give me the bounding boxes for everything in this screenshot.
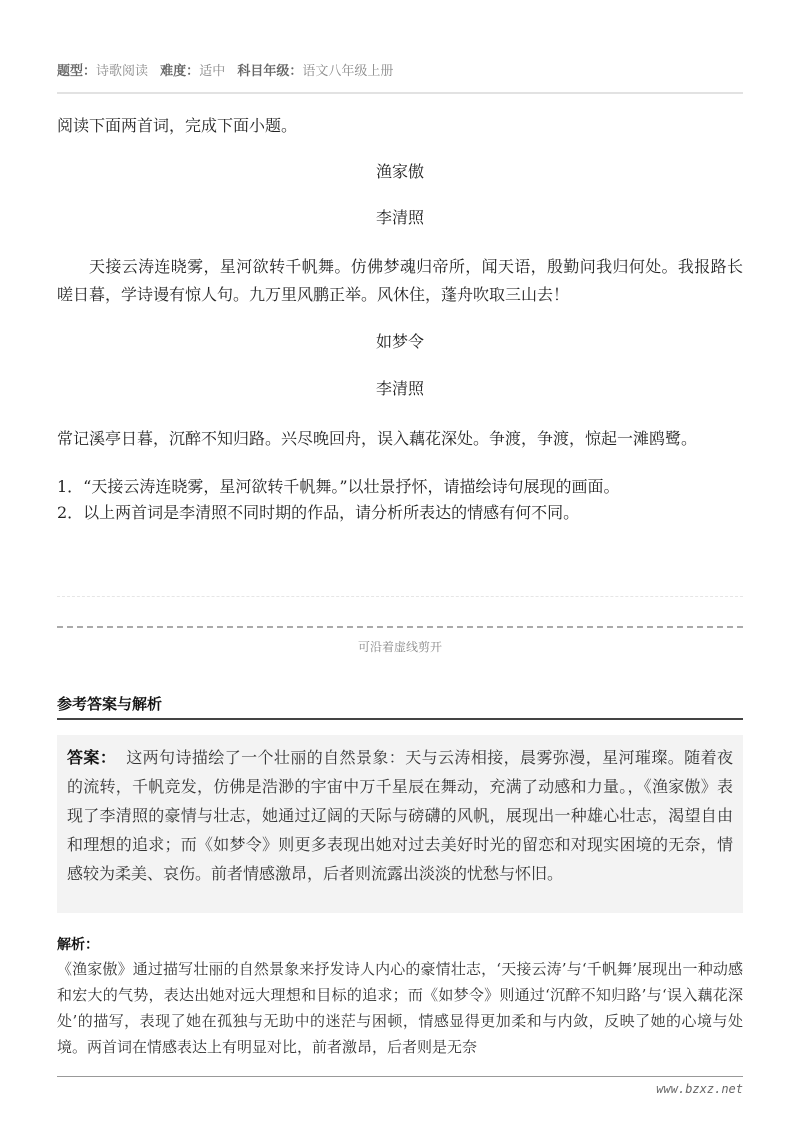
question-meta-bar [57,60,401,79]
analysis-label: 解析： [57,937,99,953]
poem-2-author: 李清照 [375,379,424,398]
footer-divider [57,1076,743,1077]
answer-section-divider [57,718,743,720]
answer-content [67,743,733,888]
subject-value: 语文八年级上册 [302,64,394,79]
answer-label: 答案： [67,748,117,767]
poem-1-author: 李清照 [375,208,424,227]
poem-1-text: 天接云涛连晓雾，星河欲转千帆舞。仿佛梦魂归帝所，闻天语，殷勤问我归何处。我报路长嗟日暮，学诗谩有惊人句。九万里风鹏正举。风休住，蓬舟吹取三山去！ [57,257,743,304]
type-value: 诗歌阅读 [96,64,149,79]
poem-1-title: 渔家傲 [375,162,424,181]
poem-2-title: 如梦令 [375,332,424,351]
analysis-text: 《渔家傲》通过描写壮丽的自然景象来抒发诗人内心的豪情壮志，‘天接云涛’与‘千帆舞’展现出一种动感和宏大的气势，表达出她对远大理想和目标的追求；而《如梦令》则通过‘沉醉不知归路’与‘误入藕花深处’的描写，表现了她在孤独与无助中的迷茫与困顿，情感显得更加柔和与内敛，反映了她的心境与处境。两首词在情感表达上有明显对比，前者激昂，后者则是无奈 [57,960,743,1056]
answer-text: 这两句诗描绘了一个壮丽的自然景象：天与云涛相接，晨雾弥漫，星河璀璨。随着夜的流转，千帆竞发，仿佛是浩渺的宇宙中万千星辰在舞动，充满了动感和力量。，《渔家傲》表现了李清照的豪情与壮志，她通过辽阔的天际与磅礴的风帆，展现出一种雄心壮志，渴望自由和理想的追求；而《如梦令》则更多表现出她对过去美好时光的留恋和对现实困境的无奈，情感较为柔美、哀伤。前者情感激昂，后者则流露出淡淡的忧愁与怀旧。 [67,748,733,883]
question-1: 1．“天接云涛连晓雾，星河欲转千帆舞。”以壮景抒怀，请描绘诗句展现的画面。 [57,477,620,496]
header-divider [57,92,743,94]
question-2: 2．以上两首词是李清照不同时期的作品，请分析所表达的情感有何不同。 [57,503,580,522]
footer-url: www.bzxz.net [656,1082,743,1096]
answer-box [57,735,743,913]
answer-section-title: 参考答案与解析 [57,695,163,713]
subject-label: 科目年级： [237,64,303,79]
difficulty-label: 难度： [160,64,200,79]
instruction-text: 阅读下面两首词，完成下面小题。 [57,116,298,135]
difficulty-value: 适中 [199,64,226,79]
cut-dashed-line [57,626,743,628]
poem-2-text: 常记溪亭日暮，沉醉不知归路。兴尽晚回舟，误入藕花深处。争渡，争渡，惊起一滩鸥鹭。 [57,429,698,448]
faint-dashed-line [57,596,743,597]
type-label: 题型： [57,64,97,79]
cut-line-label: 可沿着虚线剪开 [357,640,442,654]
